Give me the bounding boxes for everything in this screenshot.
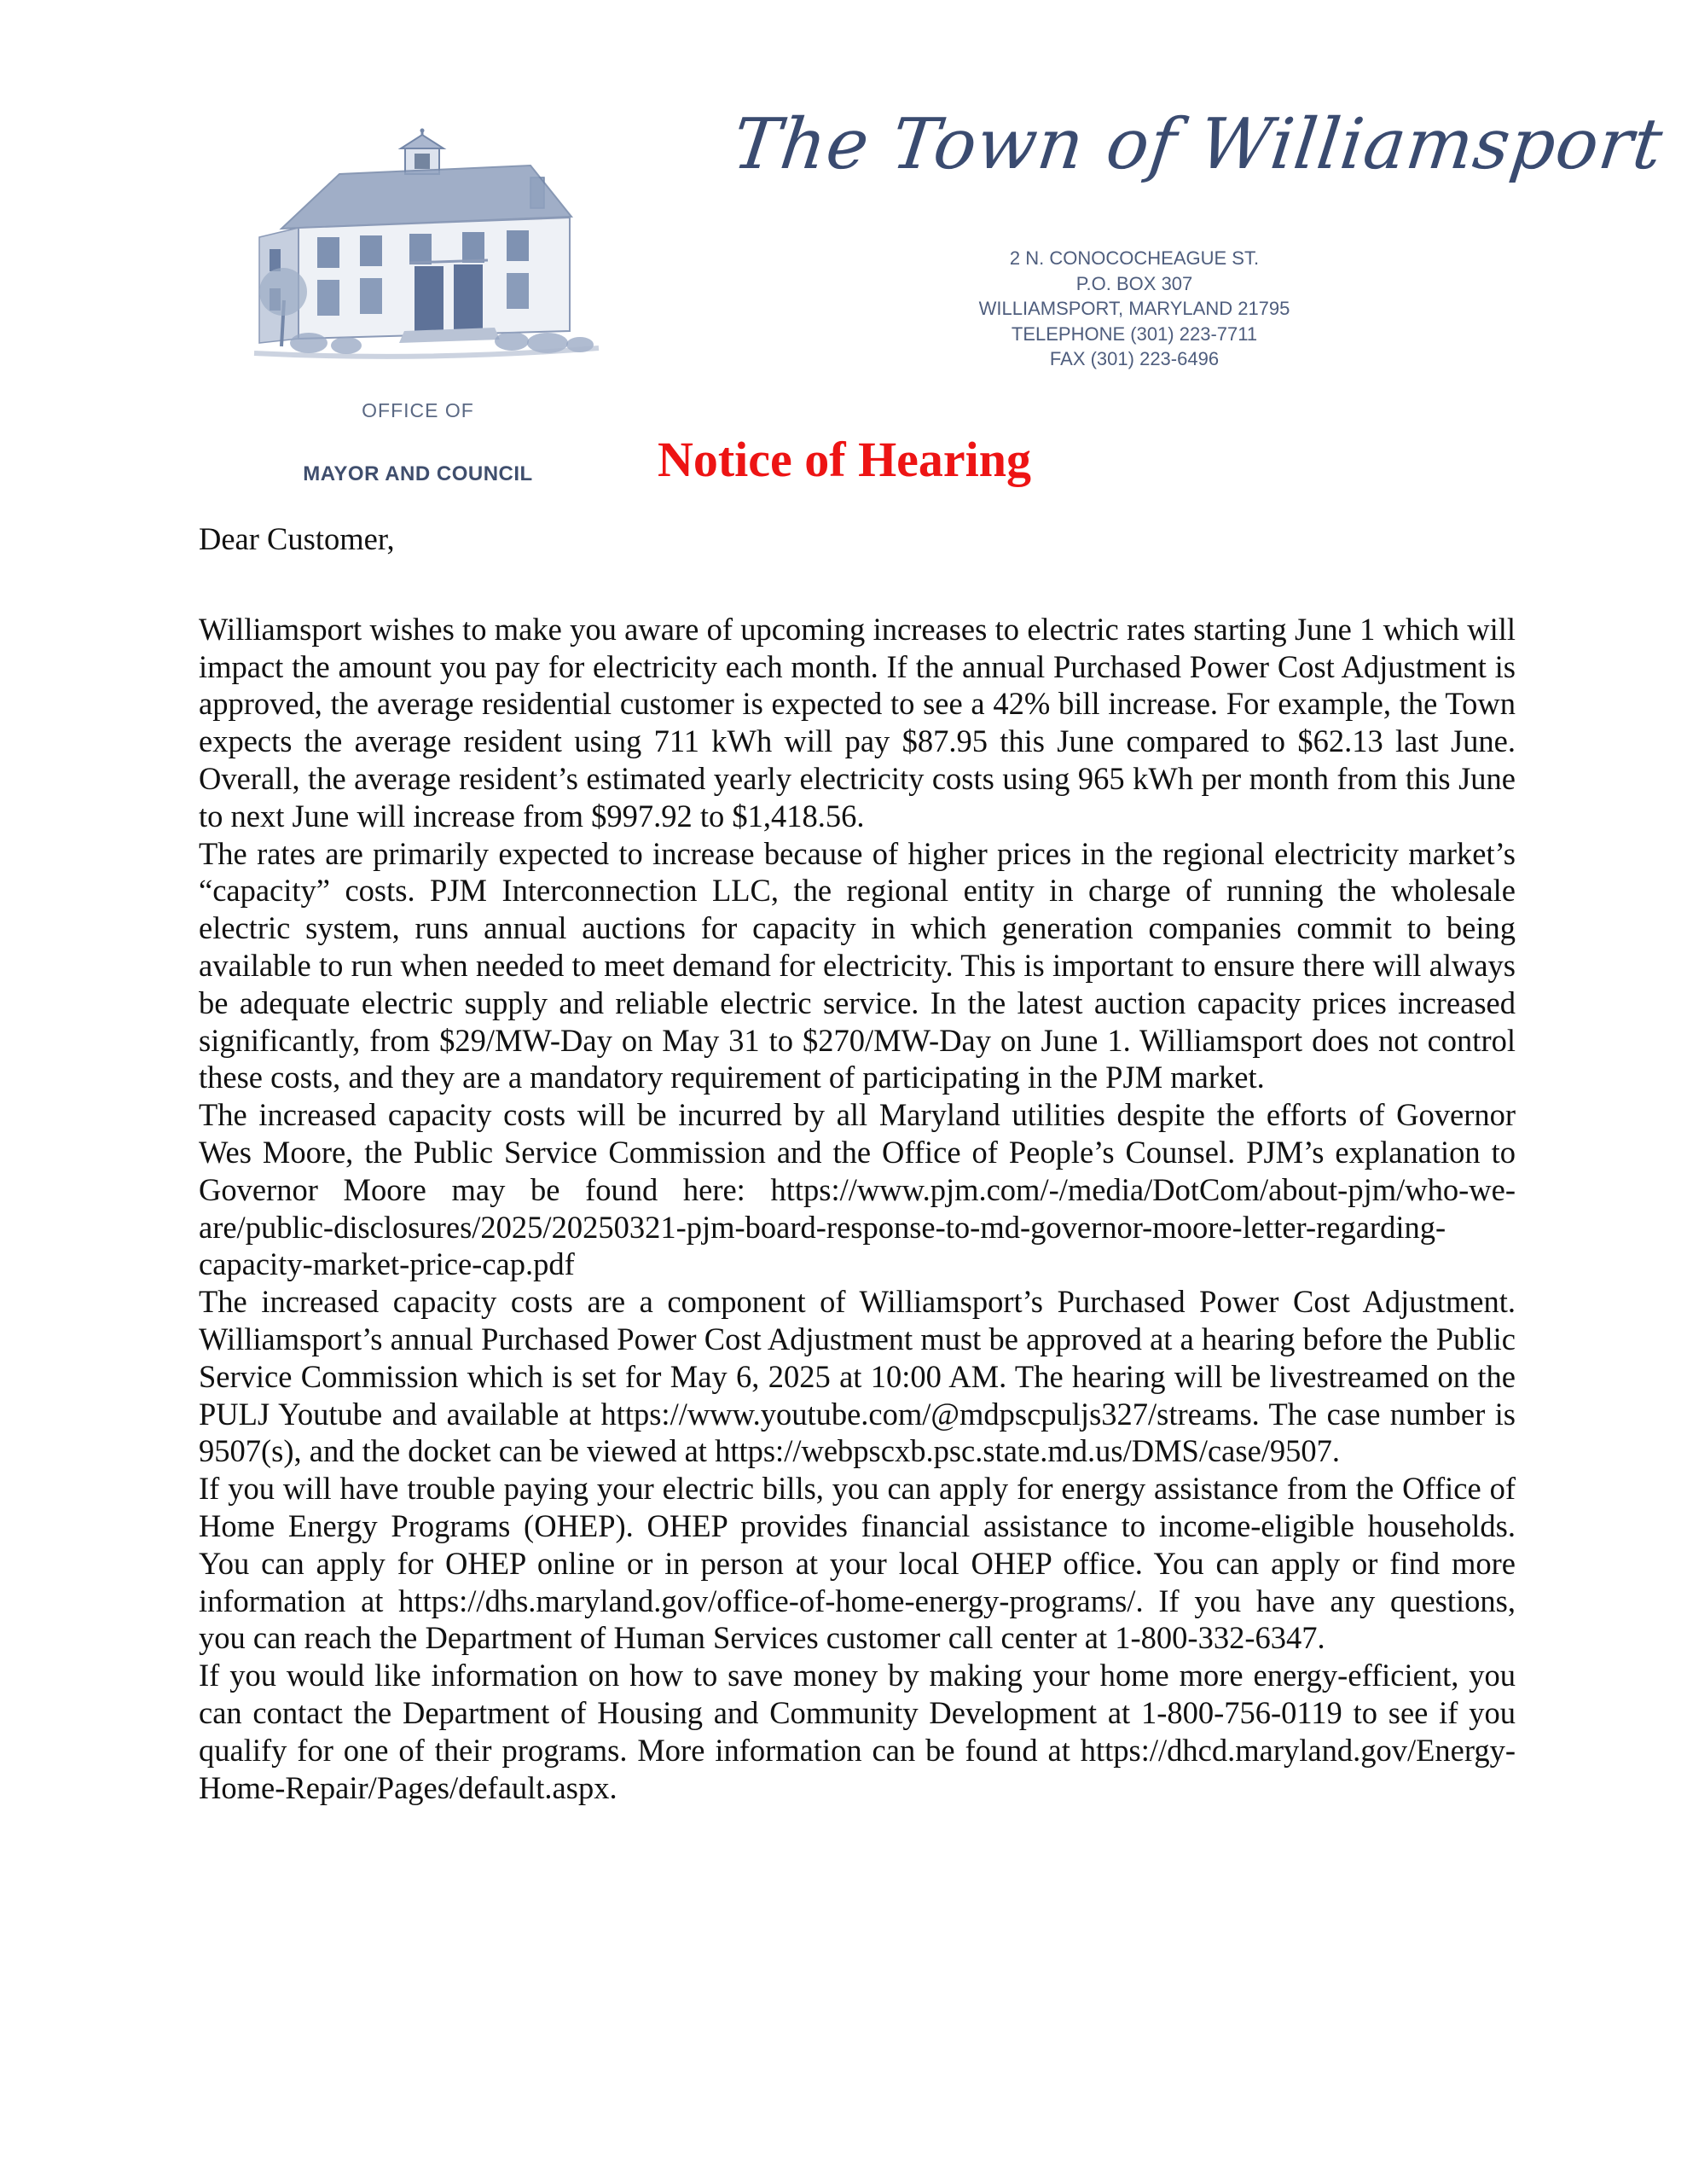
address-line: 2 N. CONOCOCHEAGUE ST. [1009,247,1260,269]
body-paragraph: Williamsport wishes to make you aware of upcoming increases to electric rates starting June 1 which will impact the amount you pay for electricity each month. If the annual Purchased Power Cost Adjustment is approved, the average residential customer is expected to see a 42% bill increase. For example, the Town expects the average resident using 711 kWh will pay $87.95 this June compared to $62.13 last June. Overall, the average resident’s estimated yearly electricity costs using 965 kWh per month from this June to next June will increase from $997.92 to $1,418.56. [199,611,1516,834]
notice-of-hearing-title: Notice of Hearing [657,432,1032,487]
mayor-and-council-label: MAYOR AND COUNCIL [303,462,533,485]
address-line: WILLIAMSPORT, MARYLAND 21795 [978,298,1290,319]
letter-body [199,520,1516,1806]
body-paragraph: The rates are primarily expected to increase because of higher prices in the regional electricity market’s “capacity” costs. PJM Interconnection LLC, the regional entity in charge of running the wholesale electric system, runs annual auctions for capacity in which generation companies commit to being available to run when needed to meet demand for electricity. This is important to ensure there will always be adequate electric supply and reliable electric service. In the latest auction capacity prices increased significantly, from $29/MW-Day on May 31 to $270/MW-Day on June 1. Williamsport does not control these costs, and they are a mandatory requirement of participating in the PJM market. [199,835,1516,1095]
address-line: FAX (301) 223-6496 [1049,348,1220,369]
body-paragraph: The increased capacity costs will be incurred by all Maryland utilities despite the efforts of Governor Wes Moore, the Public Service Commission and the Office of People’s Counsel. PJM’s explanation to Governor Moore may be found here: https://www.pjm.com/-/media/DotCom/about-pjm/who-we-are/public-disclosures/2025/20250321-pjm-board-response-to-md-governor-moore-letter-regarding-capacity-market-price-cap.pdf [199,1097,1516,1282]
body-paragraph: The increased capacity costs are a component of Williamsport’s Purchased Power Cost Adjustment. Williamsport’s annual Purchased Power Cost Adjustment must be approved at a hearing before the Public Service Commission which is set for May 6, 2025 at 10:00 AM. The hearing will be livestreamed on the PULJ Youtube and available at https://www.youtube.com/@mdpscpuljs327/streams. The case number is 9507(s), and the docket can be viewed at https://webpscxb.psc.state.md.us/DMS/case/9507. [199,1284,1516,1469]
town-hall-image [247,128,606,375]
town-hall-building-illustration [247,128,606,375]
office-of-label: OFFICE OF [362,399,474,421]
address-line: P.O. BOX 307 [1075,272,1193,294]
body-paragraph: If you will have trouble paying your electric bills, you can apply for energy assistance from the Office of Home Energy Programs (OHEP). OHEP provides financial assistance to income-eligible households. You can apply for OHEP online or in person at your local OHEP office. You can apply or find more information at https://dhs.maryland.gov/office-of-home-energy-programs/. If you have any questions, you can reach the Department of Human Services customer call center at 1-800-332-6347. [199,1471,1516,1656]
address-line: TELEPHONE (301) 223-7711 [1011,322,1258,345]
org-name-script: The Town of Williamsport [728,104,1667,185]
org-address-block [947,246,1322,372]
salutation: Dear Customer, [199,521,395,556]
body-paragraph: If you would like information on how to save money by making your home more energy-efficient, you can contact the Department of Housing and Community Development at 1-800-756-0119 to see if you qualify for one of their programs. More information can be found at https://dhcd.maryland.gov/Energy-Home-Repair/Pages/default.aspx. [199,1658,1516,1805]
